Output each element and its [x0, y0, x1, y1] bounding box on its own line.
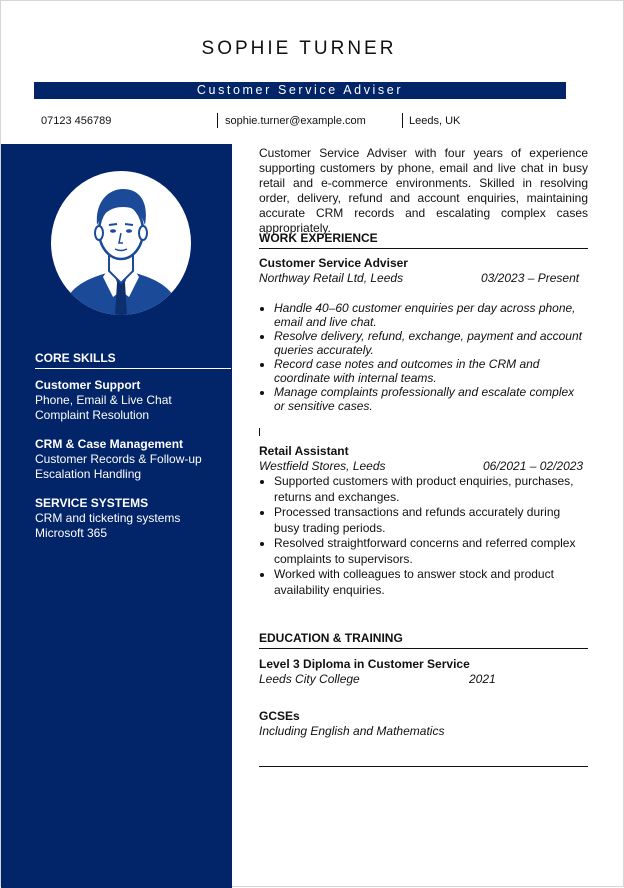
profile-summary: Customer Service Adviser with four years of experience supporting customers by phone, email and live chat in busy retail and e-commerce environments. Skilled in resolving order, delivery, refund and account enquiries, maintaining accurate CRM records and escalating complex cases appropriately. — [259, 146, 588, 235]
contact-divider — [402, 113, 403, 128]
core-skills-heading: CORE SKILLS — [35, 351, 231, 369]
education-institution: Leeds City College — [259, 672, 360, 686]
list-item: • Manage complaints professionally and escalate complex or sensitive cases. — [274, 385, 588, 413]
skill-item: CRM and ticketing systems — [35, 511, 181, 525]
list-item: • Processed transactions and refunds accurately during busy trading periods. — [274, 505, 588, 536]
skill-group — [35, 378, 231, 423]
skill-item: Complaint Resolution — [35, 408, 150, 422]
skill-item: Customer Records & Follow-up — [35, 452, 202, 466]
job-company: Westfield Stores, Leeds — [259, 459, 386, 473]
location: Leeds, UK — [409, 115, 461, 127]
skill-item: Microsoft 365 — [35, 526, 108, 540]
job-company: Northway Retail Ltd, Leeds — [259, 271, 404, 285]
candidate-name: SOPHIE TURNER — [201, 38, 397, 59]
education-title: GCSEs — [259, 709, 300, 723]
job-entry — [259, 256, 588, 413]
list-item: • Record case notes and outcomes in the CRM and coordinate with internal teams. — [274, 357, 588, 385]
cursor-mark — [259, 428, 260, 436]
list-item: • Worked with colleagues to answer stock and product availability enquiries. — [274, 567, 588, 598]
job-duties — [259, 301, 588, 413]
job-title: Retail Assistant — [259, 444, 349, 458]
list-item: • Resolve delivery, refund, exchange, payment and account queries accurately. — [274, 329, 588, 357]
email-address: sophie.turner@example.com — [225, 115, 366, 127]
sidebar — [1, 144, 232, 888]
education-meta — [259, 672, 588, 687]
education-section — [259, 631, 588, 649]
job-entry — [259, 444, 588, 598]
education-meta — [259, 724, 588, 739]
education-entry — [259, 657, 588, 687]
skill-group — [35, 437, 231, 482]
job-meta — [259, 271, 588, 286]
education-year: 2021 — [469, 672, 496, 686]
section-divider — [259, 766, 588, 767]
skill-group-title: SERVICE SYSTEMS — [35, 496, 149, 510]
person-avatar-icon — [51, 171, 191, 315]
education-title: Level 3 Diploma in Customer Service — [259, 657, 470, 671]
job-dates: 06/2021 – 02/2023 — [483, 459, 584, 473]
skill-item: Escalation Handling — [35, 467, 142, 481]
education-heading: EDUCATION & TRAINING — [259, 631, 588, 649]
job-title: Customer Service Adviser — [259, 256, 408, 270]
phone-number: 07123 456789 — [41, 115, 112, 127]
list-item: • Handle 40–60 customer enquiries per day across phone, email and live chat. — [274, 301, 588, 329]
list-item: • Supported customers with product enquiries, purchases, returns and exchanges. — [274, 474, 588, 505]
skill-group — [35, 496, 231, 541]
job-dates: 03/2023 – Present — [481, 271, 580, 285]
job-duties — [259, 474, 588, 598]
skill-group-title: Customer Support — [35, 378, 141, 392]
list-item: • Resolved straightforward concerns and referred complex complaints to supervisors. — [274, 536, 588, 567]
core-skills-section — [35, 351, 231, 555]
work-experience-heading: WORK EXPERIENCE — [259, 231, 588, 249]
skill-group-title: CRM & Case Management — [35, 437, 184, 451]
job-meta — [259, 459, 588, 474]
job-title-banner: Customer Service Adviser — [34, 82, 566, 99]
education-institution: Including English and Mathematics — [259, 724, 445, 738]
work-experience-section — [259, 231, 588, 249]
education-entry — [259, 709, 588, 739]
skill-item: Phone, Email & Live Chat — [35, 393, 172, 407]
contact-divider — [217, 113, 218, 128]
